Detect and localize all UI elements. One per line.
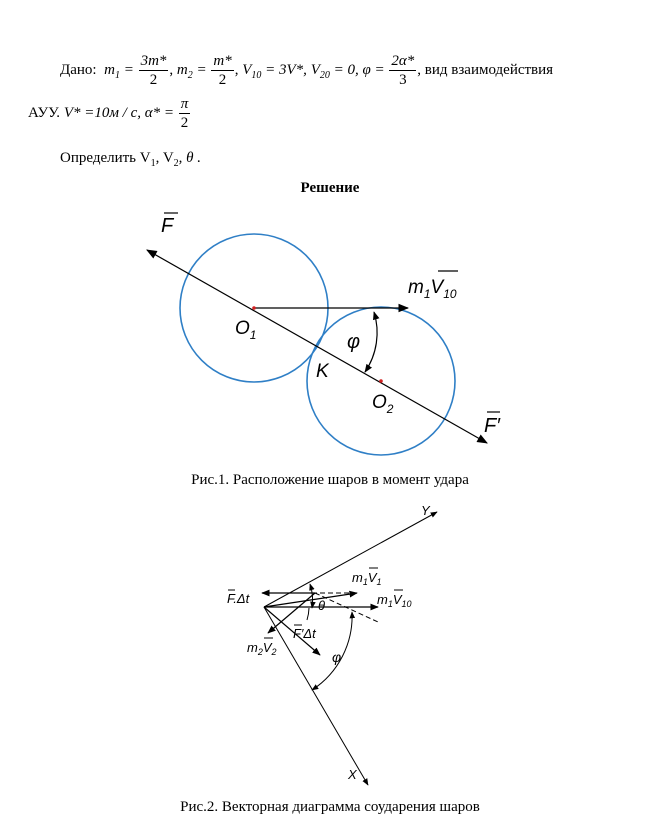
solution-heading: Решение (300, 180, 360, 196)
figure-1-caption: Рис.1. Расположение шаров в момент удара (191, 472, 469, 488)
label-m2V2: $m_2V_2$ (247, 640, 277, 657)
task-line: Определить $V_1$, $V_2$, θ . (60, 150, 202, 169)
label-O1: $O_1$ (235, 318, 257, 342)
label-Fprime: F′ (484, 415, 500, 437)
vector-m1V1 (264, 593, 357, 607)
line2-prefix: АУУ. (28, 104, 61, 121)
label-O2: $O_2$ (372, 392, 394, 416)
line2-values: V* =10м / с, α* = (63, 104, 174, 121)
label-F: F (161, 215, 174, 237)
given-prefix: Дано: (60, 61, 97, 78)
m2-fraction: $\frac{m*}{2}$ (213, 53, 232, 88)
label-FpDt: F′Δt (293, 626, 316, 641)
angle-small-arc (307, 608, 309, 620)
label-X: X (348, 767, 357, 782)
label-phi-2: φ (332, 649, 342, 665)
given-line-1: Дано: $m_1$ = $\frac{3m*}{2}$ , $m_2$ = $\frac{m*}{2}$ , $V_{10} = 3V*$, $V_{20} = 0$, φ = $\frac{2\alpha*}{3}$ , вид взаимодействия (60, 53, 554, 88)
label-phi: φ (347, 331, 361, 353)
m2-label: $m_2$ = (176, 61, 207, 81)
axis-X (264, 607, 368, 785)
m1-label: $m_1$ = (104, 61, 134, 81)
alpha-fraction: $\frac{\pi}{2}$ (180, 96, 189, 131)
label-Y: Y (421, 503, 430, 518)
label-m1V1: $m_1V_1$ (352, 570, 382, 587)
phi-expr: φ = (362, 61, 385, 78)
m1-fraction: $\frac{3m*}{2}$ (140, 53, 167, 88)
label-theta: θ (318, 598, 326, 613)
v20-expr: $V_{20} = 0$, (310, 61, 359, 81)
label-m1V10: $m_1V_{10}$ (377, 592, 412, 609)
label-m1V10: $m_1V_{10}$ (408, 277, 457, 301)
label-FDt: F.Δt (227, 591, 250, 606)
phi-fraction: $\frac{2\alpha*}{3}$ (391, 53, 415, 88)
v10-expr: $V_{10} = 3V*$, (242, 61, 307, 81)
label-K: K (316, 361, 329, 382)
given-suffix: , вид взаимодействия (417, 61, 554, 78)
figure-2-caption: Рис.2. Векторная диаграмма соударения шаров (180, 799, 480, 815)
